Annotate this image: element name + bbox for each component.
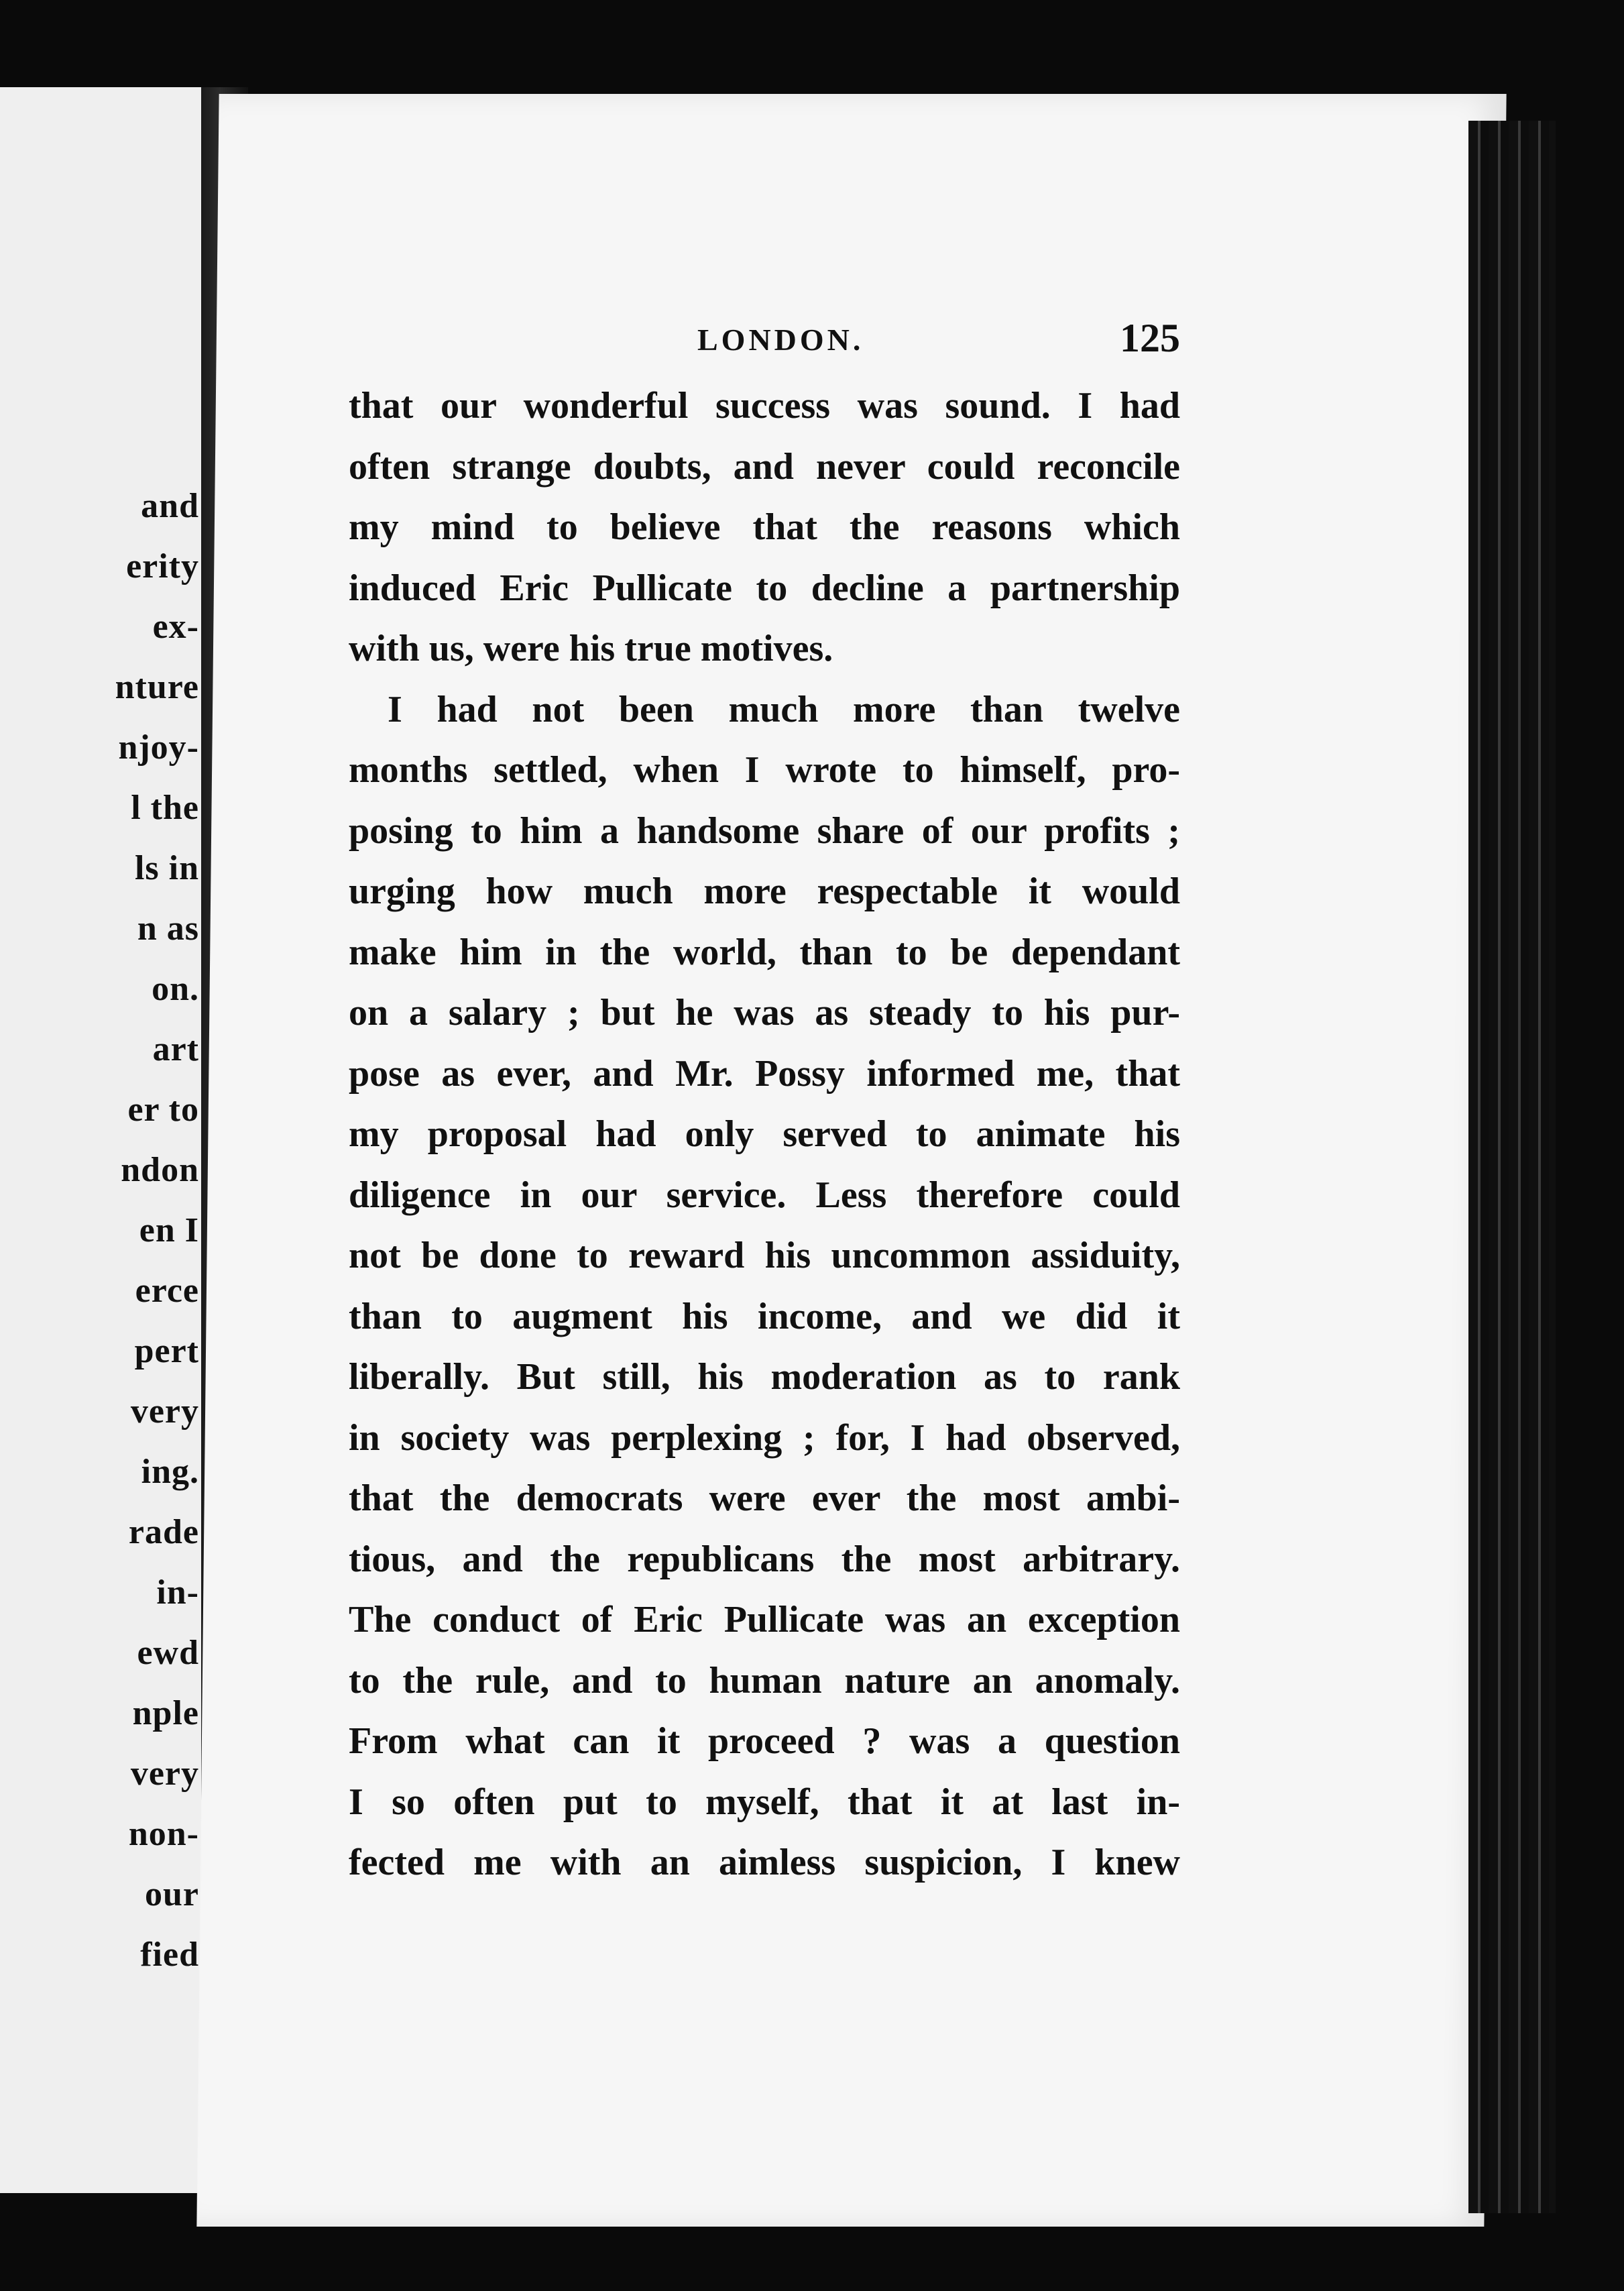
- left-line-fragment: art: [152, 1030, 199, 1068]
- left-line-fragment: ex-: [152, 608, 199, 646]
- left-line-fragment: nture: [115, 668, 199, 706]
- text-line: make him in the world, than to be dependant: [349, 931, 1180, 973]
- text-line: not be done to reward his uncommon assiduity,: [349, 1235, 1180, 1276]
- left-line-fragment: erity: [126, 547, 199, 585]
- text-line: to the rule, and to human nature an anomaly.: [349, 1659, 1180, 1701]
- text-line: From what can it proceed ? was a question: [349, 1720, 1180, 1762]
- text-line: than to augment his income, and we did it: [349, 1295, 1180, 1337]
- text-line: induced Eric Pullicate to decline a partnership: [349, 567, 1180, 609]
- left-line-fragment: on.: [152, 970, 199, 1008]
- left-line-fragment: very: [130, 1392, 199, 1431]
- text-line: I had not been much more than twelve: [388, 688, 1180, 730]
- text-line: on a salary ; but he was as steady to his pur-: [349, 992, 1180, 1033]
- left-line-fragment: ndon: [121, 1151, 199, 1189]
- page-edges: [1468, 121, 1556, 2213]
- left-line-fragment: pert: [134, 1332, 199, 1370]
- text-line: tious, and the republicans the most arbitrary.: [349, 1538, 1180, 1580]
- text-line: The conduct of Eric Pullicate was an exception: [349, 1599, 1180, 1640]
- text-line: urging how much more respectable it would: [349, 871, 1180, 912]
- left-line-fragment: erce: [135, 1272, 199, 1310]
- left-line-fragment: and: [141, 487, 199, 525]
- text-line: months settled, when I wrote to himself, pro-: [349, 749, 1180, 791]
- text-line: pose as ever, and Mr. Possy informed me, that: [349, 1052, 1180, 1095]
- text-line: often strange doubts, and never could reconcile: [349, 445, 1180, 488]
- text-line: posing to him a handsome share of our profits ;: [349, 809, 1180, 852]
- left-line-fragment: our: [145, 1875, 199, 1913]
- text-line: in society was perplexing ; for, I had observed,: [349, 1416, 1180, 1459]
- text-line: liberally. But still, his moderation as to rank: [349, 1356, 1180, 1398]
- running-head: [349, 315, 1180, 376]
- left-page: [0, 87, 209, 2193]
- text-line: fected me with an aimless suspicion, I knew: [349, 1842, 1180, 1883]
- text-line: diligence in our service. Less therefore could: [349, 1174, 1180, 1216]
- left-line-fragment: fied: [140, 1936, 199, 1974]
- text-line: my proposal had only served to animate his: [349, 1113, 1180, 1155]
- body-text: [349, 376, 1180, 1893]
- left-line-fragment: l the: [131, 789, 199, 827]
- text-line: my mind to believe that the reasons which: [349, 506, 1180, 548]
- left-page-text: [115, 476, 199, 1985]
- left-line-fragment: in-: [156, 1573, 199, 1612]
- left-line-fragment: ewd: [137, 1634, 199, 1672]
- text-line: that the democrats were ever the most ambi-: [349, 1477, 1180, 1519]
- left-line-fragment: n as: [137, 909, 199, 948]
- left-line-fragment: ing.: [141, 1453, 199, 1491]
- left-line-fragment: non-: [128, 1815, 199, 1853]
- left-line-fragment: rade: [128, 1513, 199, 1551]
- text-line: that our wonderful success was sound. I had: [349, 385, 1180, 427]
- right-page-text: [349, 315, 1180, 1893]
- left-line-fragment: nple: [132, 1694, 199, 1732]
- running-head-title: LONDON.: [697, 323, 864, 357]
- left-line-fragment: ls in: [134, 849, 199, 887]
- left-line-fragment: er to: [127, 1091, 199, 1129]
- left-line-fragment: very: [130, 1754, 199, 1793]
- text-line: with us, were his true motives.: [349, 628, 833, 669]
- left-line-fragment: njoy-: [118, 728, 199, 767]
- page-number: 125: [1120, 316, 1180, 360]
- text-line: I so often put to myself, that it at last in-: [349, 1781, 1180, 1823]
- left-line-fragment: en I: [139, 1211, 199, 1249]
